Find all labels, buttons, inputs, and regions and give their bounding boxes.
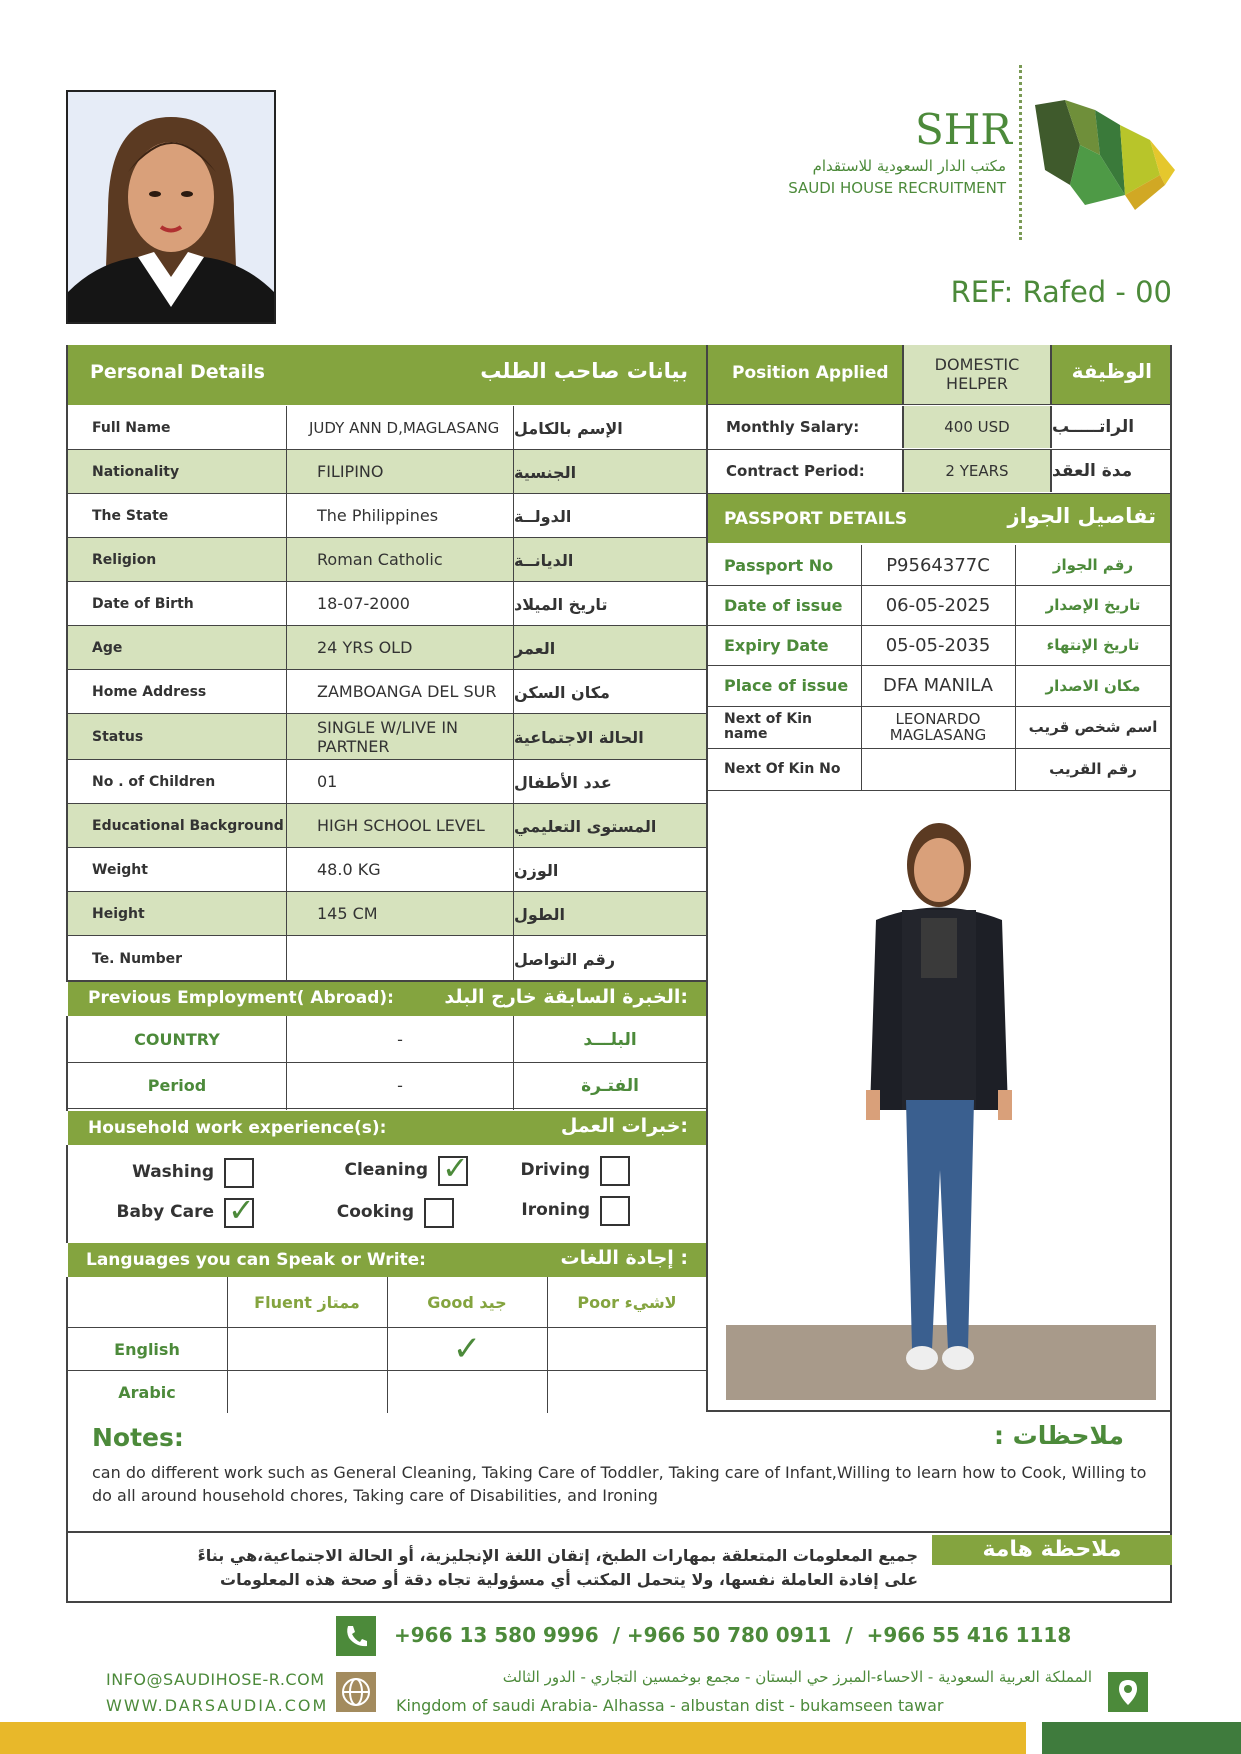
personal-row-ar: رقم التواصل — [514, 949, 616, 969]
personal-row-label: Date of Birth — [92, 596, 194, 612]
passport-row-ar: تاريخ الإنتهاء — [1046, 636, 1140, 654]
employment-row-value: - — [397, 1076, 403, 1095]
notes-text: can do different work such as General Cleaning, Taking Care of Toddler, Taking care of Infant,Willing to learn how to Cook, Willing to do all around household chores, Taking care of Disabilities, and Ironing — [92, 1463, 1147, 1505]
contract-period-ar: مدة العقد — [1052, 461, 1133, 481]
personal-row-ar: مكان السكن — [514, 682, 610, 702]
personal-row-value: 18-07-2000 — [317, 594, 410, 614]
personal-row-value: 24 YRS OLD — [317, 638, 413, 658]
passport-row-label: Date of issue — [724, 595, 843, 615]
logo-letters: SHR — [915, 105, 1013, 154]
passport-row-value: 06-05-2025 — [885, 594, 991, 616]
personal-details-title-ar: بيانات صاحب الطلب — [480, 359, 688, 383]
personal-details-header — [68, 345, 708, 405]
household-item-label: Baby Care — [116, 1202, 214, 1222]
personal-row-label: Full Name — [92, 420, 171, 436]
household-title: Household work experience(s): — [88, 1118, 387, 1138]
personal-row-ar: الديانــة — [514, 550, 574, 570]
position-label-ar: الوظيفة — [1071, 359, 1152, 383]
personal-row-value: 48.0 KG — [317, 860, 381, 880]
address-en: Kingdom of saudi Arabia- Alhassa - albustan dist - bukamseen tawar — [396, 1696, 944, 1715]
languages-title-ar: إجادة اللغات : — [560, 1247, 688, 1269]
employment-row-ar: البلـــد — [583, 1029, 637, 1050]
household-title-ar: خبرات العمل: — [560, 1115, 688, 1137]
footer-bar-green — [1042, 1722, 1241, 1754]
passport-title-ar: تفاصيل الجواز — [1007, 504, 1156, 528]
household-header — [68, 1111, 706, 1145]
personal-row-label: No . of Children — [92, 774, 216, 790]
check-icon: ✓ — [442, 1149, 469, 1187]
reference-number: REF: Rafed - 00 — [950, 275, 1172, 309]
personal-row-ar: الإسم بالكامل — [514, 418, 623, 438]
personal-row-label: Nationality — [92, 464, 180, 480]
check-icon: ✓ — [228, 1191, 255, 1229]
personal-row-ar: تاريخ الميلاد — [514, 594, 608, 614]
important-box — [66, 1531, 1172, 1603]
personal-row-value: 01 — [317, 772, 338, 792]
employment-row-label: COUNTRY — [134, 1030, 220, 1049]
personal-row-value: SINGLE W/LIVE IN PARTNER — [317, 717, 459, 756]
contract-period-label: Contract Period: — [726, 462, 865, 480]
position-label-cell — [708, 345, 902, 405]
contract-period-value: 2 YEARS — [902, 450, 1052, 492]
position-value-cell — [902, 345, 1052, 405]
notes-title-ar: ملاحظات : — [993, 1421, 1124, 1450]
personal-row-value: JUDY ANN D,MAGLASANG — [309, 419, 500, 437]
languages-header — [68, 1243, 706, 1277]
passport-row-ar: تاريخ الإصدار — [1045, 596, 1141, 614]
employment-row-value: - — [397, 1030, 403, 1049]
household-checkbox[interactable] — [224, 1191, 255, 1229]
languages-title: Languages you can Speak or Write: — [86, 1250, 426, 1270]
household-item-label: Driving — [520, 1160, 590, 1180]
important-line-1: جميع المعلومات المتعلقة بمهارات الطبخ، إتقان اللغة الإنجليزية، أو الحالة الاجتماعية،هي بناءً — [197, 1546, 918, 1565]
passport-row-ar: اسم شخص قريب — [1028, 718, 1158, 736]
position-label: Position Applied — [732, 363, 889, 383]
household-checkbox[interactable] — [224, 1158, 254, 1188]
passport-row-ar: رقم الجواز — [1052, 556, 1134, 574]
passport-title: PASSPORT DETAILS — [724, 509, 908, 529]
household-checkbox[interactable] — [600, 1196, 630, 1226]
company-name-en: SAUDI HOUSE RECRUITMENT — [788, 179, 1006, 197]
position-value: DOMESTIC HELPER — [934, 355, 1020, 394]
personal-row-label: Home Address — [92, 684, 207, 700]
notes-title: Notes: — [92, 1423, 184, 1452]
personal-row-ar: الجنسية — [514, 462, 577, 482]
language-check-icon: ✓ — [452, 1329, 482, 1369]
language-level-header: Fluent ممتاز — [254, 1293, 360, 1312]
company-logo — [780, 65, 1180, 245]
personal-row-value: ZAMBOANGA DEL SUR — [317, 682, 497, 702]
employment-row-ar: الفتـرة — [581, 1075, 639, 1096]
personal-row-label: Religion — [92, 552, 157, 568]
passport-row-ar: رقم القريب — [1049, 760, 1137, 778]
globe-icon — [336, 1672, 376, 1712]
passport-row-label: Place of issue — [724, 676, 849, 695]
household-checkbox[interactable] — [600, 1156, 630, 1186]
personal-row-label: Educational Background — [92, 818, 284, 834]
employment-row-label: Period — [147, 1076, 207, 1095]
passport-row-label: Next of Kin name — [724, 711, 813, 742]
passport-row-value: 05-05-2035 — [885, 634, 991, 656]
personal-row-ar: الطول — [514, 904, 565, 924]
personal-row-value: 145 CM — [317, 904, 378, 924]
household-item-label: Ironing — [521, 1200, 590, 1220]
personal-row-label: Status — [92, 729, 144, 745]
employment-title-ar: الخبرة السابقة خارج البلد: — [444, 986, 688, 1008]
household-item-label: Cleaning — [344, 1160, 428, 1180]
personal-details-title: Personal Details — [90, 361, 265, 383]
company-name-ar: مكتب الدار السعودية للاستقدام — [812, 157, 1006, 175]
passport-row-ar: مكان الاصدار — [1045, 676, 1141, 695]
passport-row-value: LEONARDO MAGLASANG — [889, 709, 987, 744]
email[interactable]: INFO@SAUDIHOSE-R.COM — [106, 1670, 325, 1689]
personal-row-label: Height — [92, 906, 145, 922]
language-level-header: Poor لاشيء — [577, 1293, 677, 1312]
monthly-salary-ar: الراتـــــب — [1052, 417, 1135, 437]
language-name: Arabic — [118, 1382, 176, 1402]
household-item-label: Washing — [132, 1162, 214, 1182]
important-line-2: على إفادة العاملة نفسها، ولا يتحمل المكتب أي مسؤولية تجاه دقة أو صحة هذه المعلومات — [220, 1570, 918, 1589]
personal-row-value: FILIPINO — [317, 462, 384, 482]
personal-row-label: The State — [92, 508, 169, 524]
passport-row-value: P9564377C — [886, 554, 990, 576]
full-body-photo — [726, 810, 1156, 1400]
personal-row-ar: العمر — [514, 638, 556, 658]
saudi-map-icon — [1025, 85, 1185, 215]
passport-header — [708, 494, 1170, 543]
household-checkbox[interactable] — [438, 1149, 469, 1187]
household-checkbox[interactable] — [424, 1198, 454, 1228]
passport-row-label: Passport No — [724, 555, 834, 575]
footer-bar-yellow — [0, 1722, 1026, 1754]
personal-row-label: Weight — [92, 862, 148, 878]
household-item-label: Cooking — [336, 1202, 414, 1222]
personal-row-ar: المستوى التعليمي — [514, 816, 657, 836]
personal-row-value: HIGH SCHOOL LEVEL — [317, 816, 485, 836]
passport-row-label: Next Of Kin No — [724, 760, 841, 777]
phone-icon — [336, 1616, 376, 1656]
address-ar: المملكة العربية السعودية - الاحساء-المبرز حي البستان - مجمع بوخمسين التجاري - الدور الثالث — [502, 1668, 1092, 1686]
personal-row-ar: الدولــة — [514, 506, 572, 526]
personal-row-ar: الحالة الاجتماعية — [514, 727, 644, 747]
employment-title: Previous Employment( Abroad): — [88, 988, 394, 1008]
personal-row-value: Roman Catholic — [317, 550, 443, 570]
personal-row-label: Age — [92, 640, 123, 656]
location-pin-icon — [1108, 1672, 1148, 1712]
personal-row-ar: عدد الأطفال — [514, 772, 612, 792]
language-name: English — [114, 1339, 180, 1359]
notes-box — [66, 1411, 1172, 1533]
passport-row-label: Expiry Date — [724, 635, 829, 655]
passport-row-value — [862, 748, 1014, 790]
personal-row-label: Te. Number — [92, 951, 183, 967]
website[interactable]: WWW.DARSAUDIA.COM — [106, 1696, 329, 1715]
phone-numbers: +966 13 580 9996 / +966 50 780 0911 / +966 55 416 1118 — [394, 1623, 1072, 1647]
personal-row-value — [287, 936, 513, 982]
personal-row-value: The Philippines — [317, 506, 439, 526]
employment-header — [68, 982, 706, 1016]
monthly-salary-label: Monthly Salary: — [726, 418, 860, 436]
monthly-salary-value: 400 USD — [902, 406, 1052, 448]
language-level-header: Good جيد — [427, 1293, 507, 1312]
profile-photo — [66, 90, 276, 324]
important-title: ملاحظة هامة — [932, 1535, 1172, 1565]
passport-row-value: DFA MANILA — [883, 675, 993, 696]
position-label-ar-cell — [1052, 345, 1170, 405]
personal-row-ar: الوزن — [514, 860, 559, 880]
